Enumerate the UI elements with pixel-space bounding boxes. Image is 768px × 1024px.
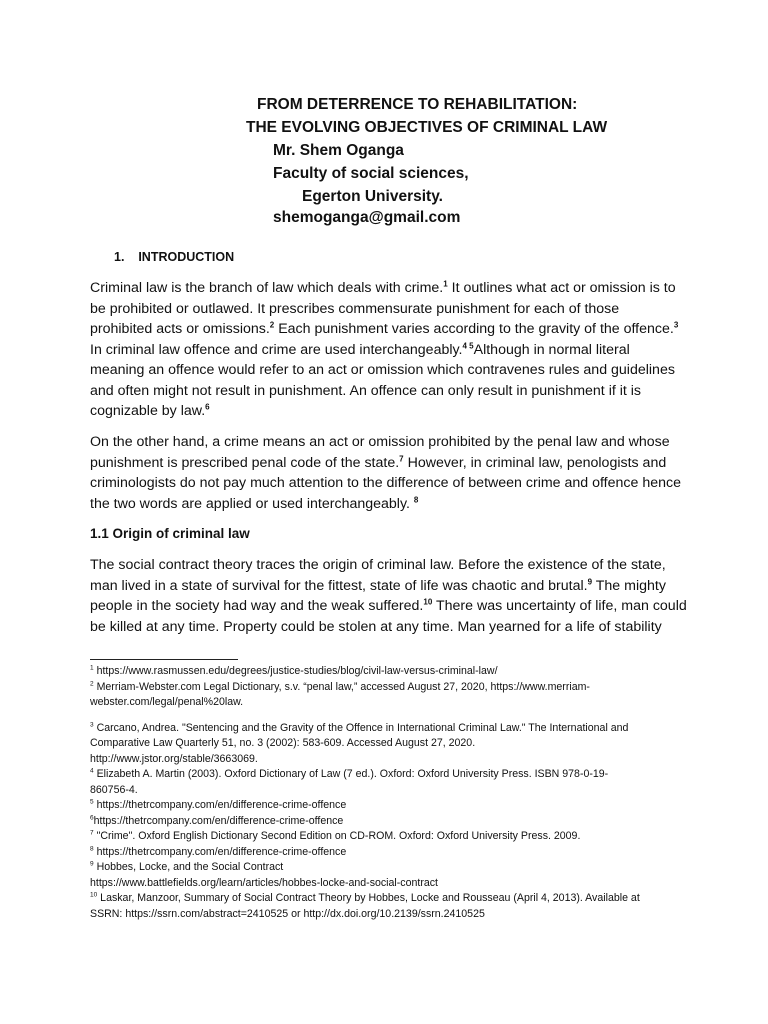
author-email: shemoganga@gmail.com — [273, 209, 461, 226]
footnote-10-cont[interactable]: SSRN: https://ssrn.com/abstract=2410525 or http://dx.doi.org/10.2139/ssrn.2410525 — [90, 907, 485, 920]
footnote-number: 10 — [90, 891, 98, 899]
footnote-8 — [90, 845, 710, 861]
paragraph-line: The social contract theory traces the origin of criminal law. Before the existence of the state, — [90, 557, 666, 573]
text-span: prohibited acts or omissions. — [90, 321, 270, 337]
paragraph-3 — [90, 555, 690, 637]
footnotes — [90, 664, 710, 922]
paragraph-line — [90, 401, 690, 422]
footnote-9-link[interactable]: https://www.battlefields.org/learn/articles/hobbes-locke-and-social-contract — [90, 876, 438, 889]
paragraph-line: On the other hand, a crime means an act or omission prohibited by the penal law and whose — [90, 434, 670, 450]
text-span: The mighty — [592, 577, 666, 594]
footnote-ref[interactable]: 10 — [423, 597, 433, 607]
text-span: However, in criminal law, penologists and — [403, 454, 667, 471]
paragraph-line — [90, 278, 690, 299]
text-span: It outlines what act or omission is to — [447, 280, 676, 296]
footnote-ref[interactable]: 1 — [443, 279, 448, 289]
footnote-number: 8 — [90, 844, 94, 852]
text-span: man lived in a state of survival for the fittest, state of life was chaotic and brutal. — [90, 577, 588, 594]
footnote-1 — [90, 664, 710, 680]
text-span: Although in normal literal — [473, 341, 630, 358]
section-heading-origin: 1.1 Origin of criminal law — [90, 526, 250, 541]
footnote-10 — [90, 891, 710, 907]
paragraph-line: be prohibited or outlawed. It prescribes commensurate punishment for each of those — [90, 300, 620, 317]
text-span: Each punishment varies according to the gravity of the offence. — [274, 321, 674, 337]
footnote-text: Carcano, Andrea. "Sentencing and the Gravity of the Offence in International Criminal Law." The International and — [93, 721, 629, 734]
footnote-ref[interactable]: 2 — [269, 320, 275, 330]
footnote-number: 9 — [90, 860, 94, 868]
paragraph-line — [90, 494, 690, 515]
footnote-link[interactable]: https://thetrcompany.com/en/difference-crime-offence — [93, 845, 347, 858]
paragraph-line — [90, 576, 690, 597]
footnote-3-cont: Comparative Law Quarterly 51, no. 3 (2002): 583-609. Accessed August 27, 2020. — [90, 737, 476, 749]
text-span: Criminal law is the branch of law which deals with crime. — [90, 280, 444, 296]
footnote-7 — [90, 829, 710, 845]
footnote-6 — [90, 814, 710, 830]
footnote-3-link[interactable]: http://www.jstor.org/stable/3663069. — [90, 752, 258, 765]
footnote-ref[interactable]: 6 — [205, 402, 210, 412]
footnote-separator — [90, 659, 238, 660]
paragraph-1 — [90, 278, 690, 422]
paragraph-line — [90, 596, 690, 617]
footnote-ref[interactable]: 9 — [587, 576, 593, 586]
text-span: In criminal law offence and crime are used interchangeably. — [90, 341, 463, 358]
text-span: the two words are applied or used interchangeably. — [90, 495, 414, 512]
paragraph-line — [90, 340, 690, 361]
text-span: cognizable by law. — [90, 403, 206, 419]
title-line-2: THE EVOLVING OBJECTIVES OF CRIMINAL LAW — [246, 119, 608, 136]
footnote-ref[interactable]: 8 — [413, 494, 419, 504]
footnote-3 — [90, 721, 710, 737]
footnote-text: "Crime". Oxford English Dictionary Second Edition on CD-ROM. Oxford: Oxford University Press. 2009. — [93, 830, 581, 842]
paragraph-line: be killed at any time. Property could be stolen at any time. Man yearned for a life of stability — [90, 618, 662, 635]
footnote-number: 3 — [90, 720, 94, 728]
footnote-9 — [90, 860, 710, 876]
footnote-number: 2 — [90, 679, 94, 687]
footnote-ref[interactable]: 4 5 — [462, 340, 474, 350]
author-name: Mr. Shem Oganga — [273, 142, 404, 159]
footnote-number: 7 — [90, 829, 94, 837]
footnote-text: Laskar, Manzoor, Summary of Social Contract Theory by Hobbes, Locke and Rousseau (April 4, 2013). Available at — [97, 892, 640, 904]
text-span: punishment is prescribed penal code of the state. — [90, 454, 400, 471]
text-span: There was uncertainty of life, man could — [432, 598, 687, 614]
footnote-text: Hobbes, Locke, and the Social Contract — [93, 861, 284, 873]
footnote-number: 5 — [90, 798, 94, 806]
footnote-gap — [90, 711, 710, 721]
footnote-text: Elizabeth A. Martin (2003). Oxford Dictionary of Law (7 ed.). Oxford: Oxford University Press. ISBN 978-0-19- — [93, 768, 609, 780]
paragraph-line — [90, 319, 690, 340]
footnote-number: 6 — [90, 813, 94, 821]
section-heading-introduction: 1. INTRODUCTION — [114, 250, 235, 264]
footnote-2 — [90, 680, 710, 696]
paragraph-line: meaning an offence would refer to an act or omission which contravenes rules and guidelines — [90, 362, 675, 378]
footnote-2-cont[interactable]: webster.com/legal/penal%20law. — [90, 696, 244, 708]
footnote-ref[interactable]: 3 — [673, 320, 679, 330]
footnote-ref[interactable]: 7 — [399, 453, 404, 463]
footnote-number: 4 — [90, 767, 94, 775]
paragraph-line: and often might not result in punishment. An offence can only result in punishment if it is — [90, 382, 642, 399]
footnote-link[interactable]: https://www.rasmussen.edu/degrees/justice-studies/blog/civil-law-versus-criminal-law/ — [93, 665, 498, 677]
text-span: people in the society had way and the weak suffered. — [90, 598, 424, 614]
footnote-link[interactable]: https://thetrcompany.com/en/difference-crime-offence — [93, 799, 347, 811]
footnote-5 — [90, 798, 710, 814]
footnote-link[interactable]: https://thetrcompany.com/en/difference-crime-offence — [93, 814, 344, 827]
footnote-text: Merriam-Webster.com Legal Dictionary, s.v. “penal law,” accessed August 27, 2020, https://www.merriam- — [93, 680, 590, 693]
author-university: Egerton University. — [302, 188, 443, 205]
paragraph-2 — [90, 432, 690, 514]
footnote-4-cont: 860756-4. — [90, 783, 138, 796]
paragraph-line — [90, 453, 690, 474]
paragraph-line: criminologists do not pay much attention to the difference of between crime and offence hence — [90, 475, 681, 491]
title-line-1: FROM DETERRENCE TO REHABILITATION: — [257, 96, 578, 113]
footnote-4 — [90, 767, 710, 783]
author-faculty: Faculty of social sciences, — [273, 165, 469, 182]
footnote-number: 1 — [90, 664, 94, 672]
